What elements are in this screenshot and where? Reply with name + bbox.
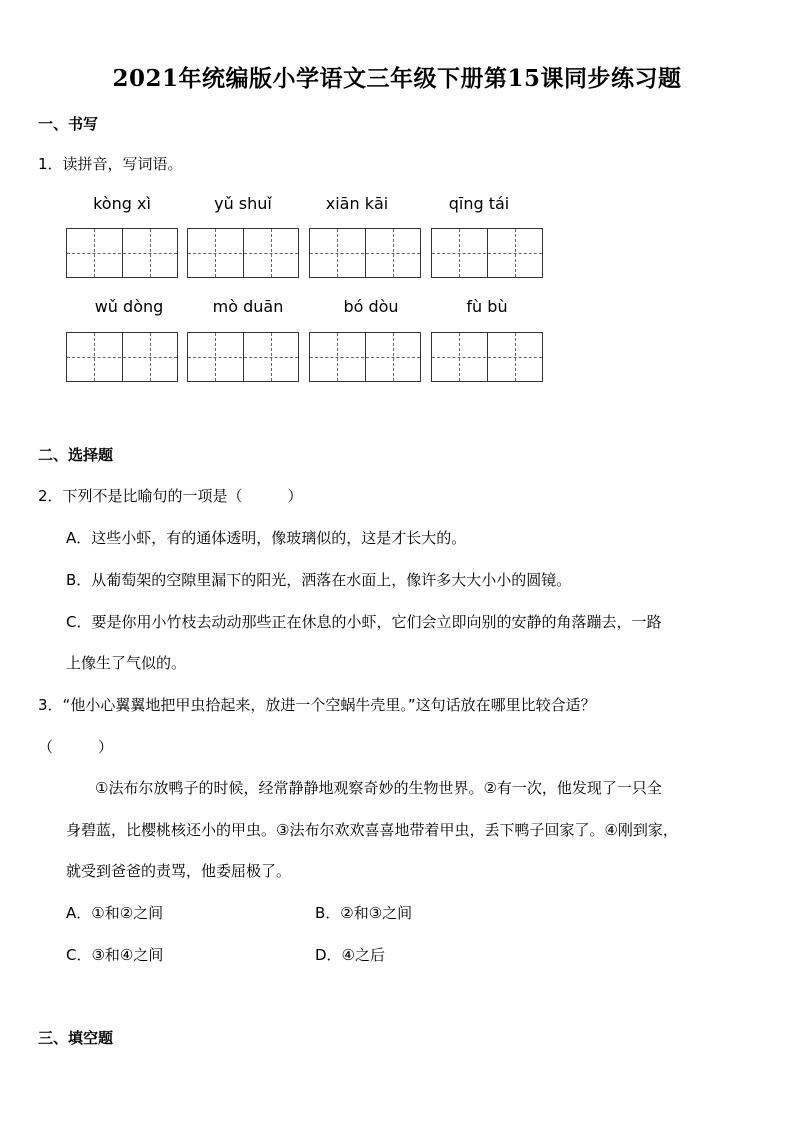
section-heading-fill: 三、填空题: [38, 1029, 114, 1047]
writing-grid[interactable]: [309, 228, 421, 278]
pinyin-label: wǔ dòng: [94, 297, 164, 316]
question-3-stem: 3．“他小心翼翼地把甲虫拾起来，放进一个空蜗牛壳里。”这句话放在哪里比较合适？: [38, 696, 596, 714]
option-c[interactable]: C．③和④之间: [66, 946, 164, 964]
pinyin-label: qīng tái: [448, 194, 510, 213]
pinyin-label: kòng xì: [93, 194, 151, 213]
writing-grid[interactable]: [431, 332, 543, 382]
pinyin-label: mò duān: [212, 297, 284, 316]
pinyin-label: yǔ shuǐ: [214, 194, 272, 213]
option-c[interactable]: C．要是你用小竹枝去动动那些正在休息的小虾，它们会立即向别的安静的角落蹦去，一路: [66, 613, 662, 631]
passage-line: ①法布尔放鸭子的时候，经常静静地观察奇妙的生物世界。②有一次，他发现了一只全: [95, 779, 662, 797]
pinyin-label: bó dòu: [343, 297, 399, 316]
writing-grid[interactable]: [66, 228, 178, 278]
pinyin-label: xiān kāi: [325, 194, 389, 213]
option-c-continued: 上像生了气似的。: [66, 654, 187, 672]
option-a[interactable]: A．①和②之间: [66, 904, 164, 922]
option-a[interactable]: A．这些小虾，有的通体透明，像玻璃似的，这是才长大的。: [66, 529, 467, 547]
option-b[interactable]: B．②和③之间: [315, 904, 413, 922]
writing-grid[interactable]: [309, 332, 421, 382]
pinyin-label: fù bù: [466, 297, 508, 316]
writing-grid[interactable]: [431, 228, 543, 278]
answer-paren: （ ）: [38, 738, 114, 756]
page-title: 2021年统编版小学语文三年级下册第15课同步练习题: [112, 65, 682, 92]
section-heading-choice: 二、选择题: [38, 446, 114, 464]
writing-grid[interactable]: [187, 228, 299, 278]
passage-line: 身碧蓝，比樱桃核还小的甲虫。③法布尔欢欢喜喜地带着甲虫，丢下鸭子回家了。④刚到家，: [66, 821, 678, 839]
passage-line: 就受到爸爸的责骂，他委屈极了。: [66, 862, 292, 880]
option-d[interactable]: D．④之后: [315, 946, 385, 964]
section-heading-writing: 一、书写: [38, 115, 99, 133]
writing-grid[interactable]: [187, 332, 299, 382]
option-b[interactable]: B．从葡萄架的空隙里漏下的阳光，洒落在水面上，像许多大大小小的圆镜。: [66, 571, 572, 589]
question-2-stem: 2．下列不是比喻句的一项是（ ）: [38, 487, 303, 505]
writing-grid[interactable]: [66, 332, 178, 382]
question-1-stem: 1．读拼音，写词语。: [38, 155, 183, 173]
